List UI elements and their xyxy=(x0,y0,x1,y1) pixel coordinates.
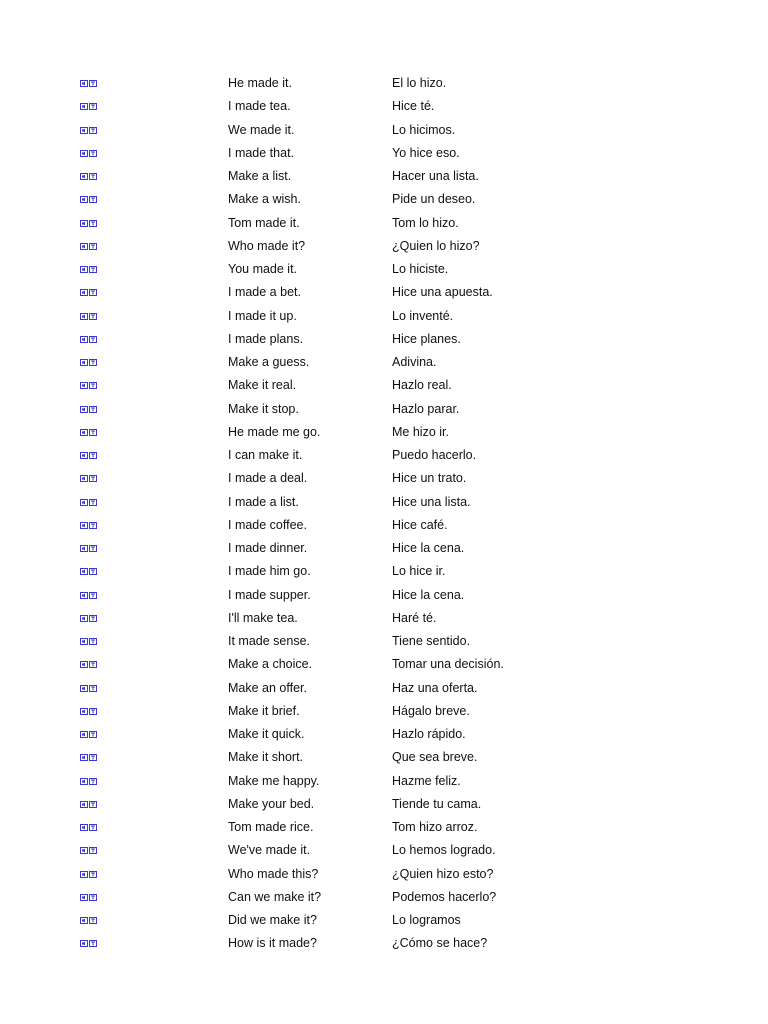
audio-icon[interactable] xyxy=(80,824,88,831)
audio-icon[interactable] xyxy=(80,592,88,599)
row-links xyxy=(80,127,97,134)
translate-icon[interactable] xyxy=(89,871,97,878)
audio-icon[interactable] xyxy=(80,150,88,157)
row-links xyxy=(80,336,97,343)
list-item xyxy=(0,142,768,165)
english-sentence: I made supper. xyxy=(228,587,311,602)
english-sentence: I made him go. xyxy=(228,564,311,579)
spanish-translation: Hice un trato. xyxy=(392,471,467,486)
row-links xyxy=(80,429,97,436)
english-sentence: We made it. xyxy=(228,122,295,137)
audio-icon[interactable] xyxy=(80,871,88,878)
row-links xyxy=(80,150,97,157)
spanish-translation: Hágalo breve. xyxy=(392,703,470,718)
row-links xyxy=(80,499,97,506)
english-sentence: I made coffee. xyxy=(228,517,307,532)
row-links xyxy=(80,568,97,575)
translate-icon[interactable] xyxy=(89,173,97,180)
audio-icon[interactable] xyxy=(80,778,88,785)
translate-icon[interactable] xyxy=(89,289,97,296)
spanish-translation: Hazlo rápido. xyxy=(392,727,466,741)
translate-icon[interactable] xyxy=(89,220,97,227)
audio-icon[interactable] xyxy=(80,917,88,924)
spanish-translation: Lo hice ir. xyxy=(392,564,446,579)
english-sentence: Who made this? xyxy=(228,866,319,881)
translate-icon[interactable] xyxy=(89,545,97,552)
spanish-translation: Hazlo parar. xyxy=(392,401,460,416)
english-sentence: Make a choice. xyxy=(228,657,313,672)
english-sentence: Make it quick. xyxy=(228,727,305,741)
spanish-translation: ¿Quien hizo esto? xyxy=(392,866,494,881)
english-sentence: I made a list. xyxy=(228,494,299,509)
spanish-translation: Lo inventé. xyxy=(392,308,454,323)
translate-icon[interactable] xyxy=(89,824,97,831)
translate-icon[interactable] xyxy=(89,522,97,529)
english-sentence: I made tea. xyxy=(228,99,291,114)
translate-icon[interactable] xyxy=(89,499,97,506)
audio-icon[interactable] xyxy=(80,475,88,482)
row-links xyxy=(80,685,97,692)
translate-icon[interactable] xyxy=(89,708,97,715)
english-sentence: I made plans. xyxy=(228,331,304,346)
row-links xyxy=(80,824,97,831)
row-links xyxy=(80,661,97,668)
spanish-translation: ¿Quien lo hizo? xyxy=(392,238,480,253)
english-sentence: Make it brief. xyxy=(228,703,300,718)
list-item xyxy=(0,560,768,583)
spanish-translation: Hice la cena. xyxy=(392,541,465,555)
row-links xyxy=(80,778,97,785)
translate-icon[interactable] xyxy=(89,150,97,157)
spanish-translation: El lo hizo. xyxy=(392,76,447,90)
spanish-translation: Haz una oferta. xyxy=(392,680,478,695)
audio-icon[interactable] xyxy=(80,801,88,808)
audio-icon[interactable] xyxy=(80,103,88,110)
list-item xyxy=(0,677,768,700)
translate-icon[interactable] xyxy=(89,406,97,413)
translate-icon[interactable] xyxy=(89,917,97,924)
translate-icon[interactable] xyxy=(89,615,97,622)
list-item xyxy=(0,909,768,932)
translate-icon[interactable] xyxy=(89,382,97,389)
list-item xyxy=(0,653,768,676)
spanish-translation: Yo hice eso. xyxy=(392,145,460,160)
list-item xyxy=(0,305,768,328)
spanish-translation: Tiende tu cama. xyxy=(392,796,482,811)
audio-icon[interactable] xyxy=(80,661,88,668)
spanish-translation: Hazme feliz. xyxy=(392,773,461,788)
row-links xyxy=(80,103,97,110)
translate-icon[interactable] xyxy=(89,731,97,738)
row-links xyxy=(80,917,97,924)
translate-icon[interactable] xyxy=(89,196,97,203)
spanish-translation: Que sea breve. xyxy=(392,750,478,765)
english-sentence: Tom made it. xyxy=(228,215,300,230)
audio-icon[interactable] xyxy=(80,522,88,529)
list-item xyxy=(0,374,768,397)
english-sentence: I made a deal. xyxy=(228,471,308,486)
english-sentence: It made sense. xyxy=(228,634,310,648)
translate-icon[interactable] xyxy=(89,336,97,343)
row-links xyxy=(80,871,97,878)
spanish-translation: Adivina. xyxy=(392,355,437,369)
audio-icon[interactable] xyxy=(80,336,88,343)
english-sentence: Make a wish. xyxy=(228,192,301,207)
list-item xyxy=(0,630,768,653)
translate-icon[interactable] xyxy=(89,754,97,761)
list-item xyxy=(0,537,768,560)
spanish-translation: Podemos hacerlo? xyxy=(392,889,497,904)
audio-icon[interactable] xyxy=(80,545,88,552)
list-item xyxy=(0,886,768,909)
list-item xyxy=(0,491,768,514)
translate-icon[interactable] xyxy=(89,429,97,436)
audio-icon[interactable] xyxy=(80,452,88,459)
row-links xyxy=(80,894,97,901)
row-links xyxy=(80,754,97,761)
translate-icon[interactable] xyxy=(89,452,97,459)
list-item xyxy=(0,258,768,281)
row-links xyxy=(80,731,97,738)
audio-icon[interactable] xyxy=(80,847,88,854)
row-links xyxy=(80,475,97,482)
english-sentence: Make a guess. xyxy=(228,355,310,369)
audio-icon[interactable] xyxy=(80,359,88,366)
list-item xyxy=(0,351,768,374)
row-links xyxy=(80,173,97,180)
list-item xyxy=(0,467,768,490)
list-item xyxy=(0,584,768,607)
spanish-translation: Hice café. xyxy=(392,517,448,532)
audio-icon[interactable] xyxy=(80,638,88,645)
list-item xyxy=(0,212,768,235)
list-item xyxy=(0,863,768,886)
english-sentence: Tom made rice. xyxy=(228,820,314,834)
sentence-list xyxy=(0,72,768,956)
spanish-translation: Haré té. xyxy=(392,610,437,625)
translate-icon[interactable] xyxy=(89,894,97,901)
list-item xyxy=(0,188,768,211)
english-sentence: Can we make it? xyxy=(228,889,322,904)
audio-icon[interactable] xyxy=(80,220,88,227)
list-item xyxy=(0,770,768,793)
audio-icon[interactable] xyxy=(80,80,88,87)
english-sentence: Who made it? xyxy=(228,238,306,253)
english-sentence: Make an offer. xyxy=(228,680,307,695)
list-item xyxy=(0,95,768,118)
row-links xyxy=(80,382,97,389)
audio-icon[interactable] xyxy=(80,894,88,901)
spanish-translation: Hice la cena. xyxy=(392,587,465,602)
row-links xyxy=(80,266,97,273)
spanish-translation: Lo hemos logrado. xyxy=(392,843,496,858)
spanish-translation: Lo hicimos. xyxy=(392,122,456,137)
translate-icon[interactable] xyxy=(89,801,97,808)
audio-icon[interactable] xyxy=(80,266,88,273)
row-links xyxy=(80,359,97,366)
english-sentence: Make me happy. xyxy=(228,773,320,788)
row-links xyxy=(80,452,97,459)
spanish-translation: Hazlo real. xyxy=(392,378,452,393)
spanish-translation: Hice una lista. xyxy=(392,494,471,509)
list-item xyxy=(0,281,768,304)
translate-icon[interactable] xyxy=(89,103,97,110)
row-links xyxy=(80,220,97,227)
list-item xyxy=(0,514,768,537)
translate-icon[interactable] xyxy=(89,638,97,645)
spanish-translation: Me hizo ir. xyxy=(392,424,449,439)
spanish-translation: Lo logramos xyxy=(392,913,461,927)
english-sentence: Make it real. xyxy=(228,378,297,393)
row-links xyxy=(80,940,97,947)
spanish-translation: Puedo hacerlo. xyxy=(392,448,477,462)
english-sentence: He made me go. xyxy=(228,424,321,439)
english-sentence: Make your bed. xyxy=(228,796,315,811)
translate-icon[interactable] xyxy=(89,243,97,250)
row-links xyxy=(80,847,97,854)
audio-icon[interactable] xyxy=(80,406,88,413)
translate-icon[interactable] xyxy=(89,661,97,668)
translate-icon[interactable] xyxy=(89,80,97,87)
translate-icon[interactable] xyxy=(89,127,97,134)
row-links xyxy=(80,196,97,203)
audio-icon[interactable] xyxy=(80,243,88,250)
audio-icon[interactable] xyxy=(80,754,88,761)
list-item xyxy=(0,607,768,630)
audio-icon[interactable] xyxy=(80,499,88,506)
audio-icon[interactable] xyxy=(80,289,88,296)
list-item xyxy=(0,235,768,258)
list-item xyxy=(0,723,768,746)
spanish-translation: Tiene sentido. xyxy=(392,634,471,648)
row-links xyxy=(80,801,97,808)
translate-icon[interactable] xyxy=(89,359,97,366)
english-sentence: I'll make tea. xyxy=(228,610,298,625)
translate-icon[interactable] xyxy=(89,313,97,320)
list-item xyxy=(0,816,768,839)
list-item xyxy=(0,793,768,816)
row-links xyxy=(80,522,97,529)
english-sentence: I can make it. xyxy=(228,448,303,462)
row-links xyxy=(80,313,97,320)
translate-icon[interactable] xyxy=(89,685,97,692)
spanish-translation: Hice una apuesta. xyxy=(392,285,493,300)
row-links xyxy=(80,638,97,645)
english-sentence: I made a bet. xyxy=(228,285,301,300)
row-links xyxy=(80,592,97,599)
list-item xyxy=(0,444,768,467)
list-item xyxy=(0,398,768,421)
list-item xyxy=(0,932,768,955)
english-sentence: I made it up. xyxy=(228,308,297,323)
translate-icon[interactable] xyxy=(89,592,97,599)
audio-icon[interactable] xyxy=(80,429,88,436)
audio-icon[interactable] xyxy=(80,313,88,320)
translate-icon[interactable] xyxy=(89,568,97,575)
audio-icon[interactable] xyxy=(80,940,88,947)
english-sentence: We've made it. xyxy=(228,843,311,858)
english-sentence: Make it stop. xyxy=(228,401,299,416)
list-item xyxy=(0,165,768,188)
spanish-translation: Hice té. xyxy=(392,99,435,114)
list-item xyxy=(0,119,768,142)
spanish-translation: Pide un deseo. xyxy=(392,192,476,207)
spanish-translation: Hacer una lista. xyxy=(392,169,479,183)
english-sentence: Did we make it? xyxy=(228,913,317,927)
row-links xyxy=(80,406,97,413)
list-item xyxy=(0,746,768,769)
list-item xyxy=(0,839,768,862)
audio-icon[interactable] xyxy=(80,615,88,622)
audio-icon[interactable] xyxy=(80,173,88,180)
spanish-translation: Hice planes. xyxy=(392,331,461,346)
row-links xyxy=(80,80,97,87)
translate-icon[interactable] xyxy=(89,778,97,785)
list-item xyxy=(0,328,768,351)
audio-icon[interactable] xyxy=(80,196,88,203)
audio-icon[interactable] xyxy=(80,708,88,715)
row-links xyxy=(80,243,97,250)
row-links xyxy=(80,708,97,715)
english-sentence: I made dinner. xyxy=(228,541,308,555)
list-item xyxy=(0,72,768,95)
spanish-translation: Lo hiciste. xyxy=(392,262,449,276)
audio-icon[interactable] xyxy=(80,568,88,575)
row-links xyxy=(80,545,97,552)
translate-icon[interactable] xyxy=(89,940,97,947)
english-sentence: How is it made? xyxy=(228,936,317,951)
translate-icon[interactable] xyxy=(89,266,97,273)
list-item xyxy=(0,421,768,444)
audio-icon[interactable] xyxy=(80,382,88,389)
translate-icon[interactable] xyxy=(89,847,97,854)
list-item xyxy=(0,700,768,723)
audio-icon[interactable] xyxy=(80,127,88,134)
row-links xyxy=(80,615,97,622)
spanish-translation: ¿Cómo se hace? xyxy=(392,936,488,951)
english-sentence: Make a list. xyxy=(228,169,292,183)
spanish-translation: Tomar una decisión. xyxy=(392,657,504,672)
english-sentence: He made it. xyxy=(228,76,292,90)
audio-icon[interactable] xyxy=(80,685,88,692)
spanish-translation: Tom lo hizo. xyxy=(392,215,459,230)
row-links xyxy=(80,289,97,296)
english-sentence: I made that. xyxy=(228,145,295,160)
english-sentence: You made it. xyxy=(228,262,298,276)
audio-icon[interactable] xyxy=(80,731,88,738)
translate-icon[interactable] xyxy=(89,475,97,482)
english-sentence: Make it short. xyxy=(228,750,304,765)
spanish-translation: Tom hizo arroz. xyxy=(392,820,478,834)
